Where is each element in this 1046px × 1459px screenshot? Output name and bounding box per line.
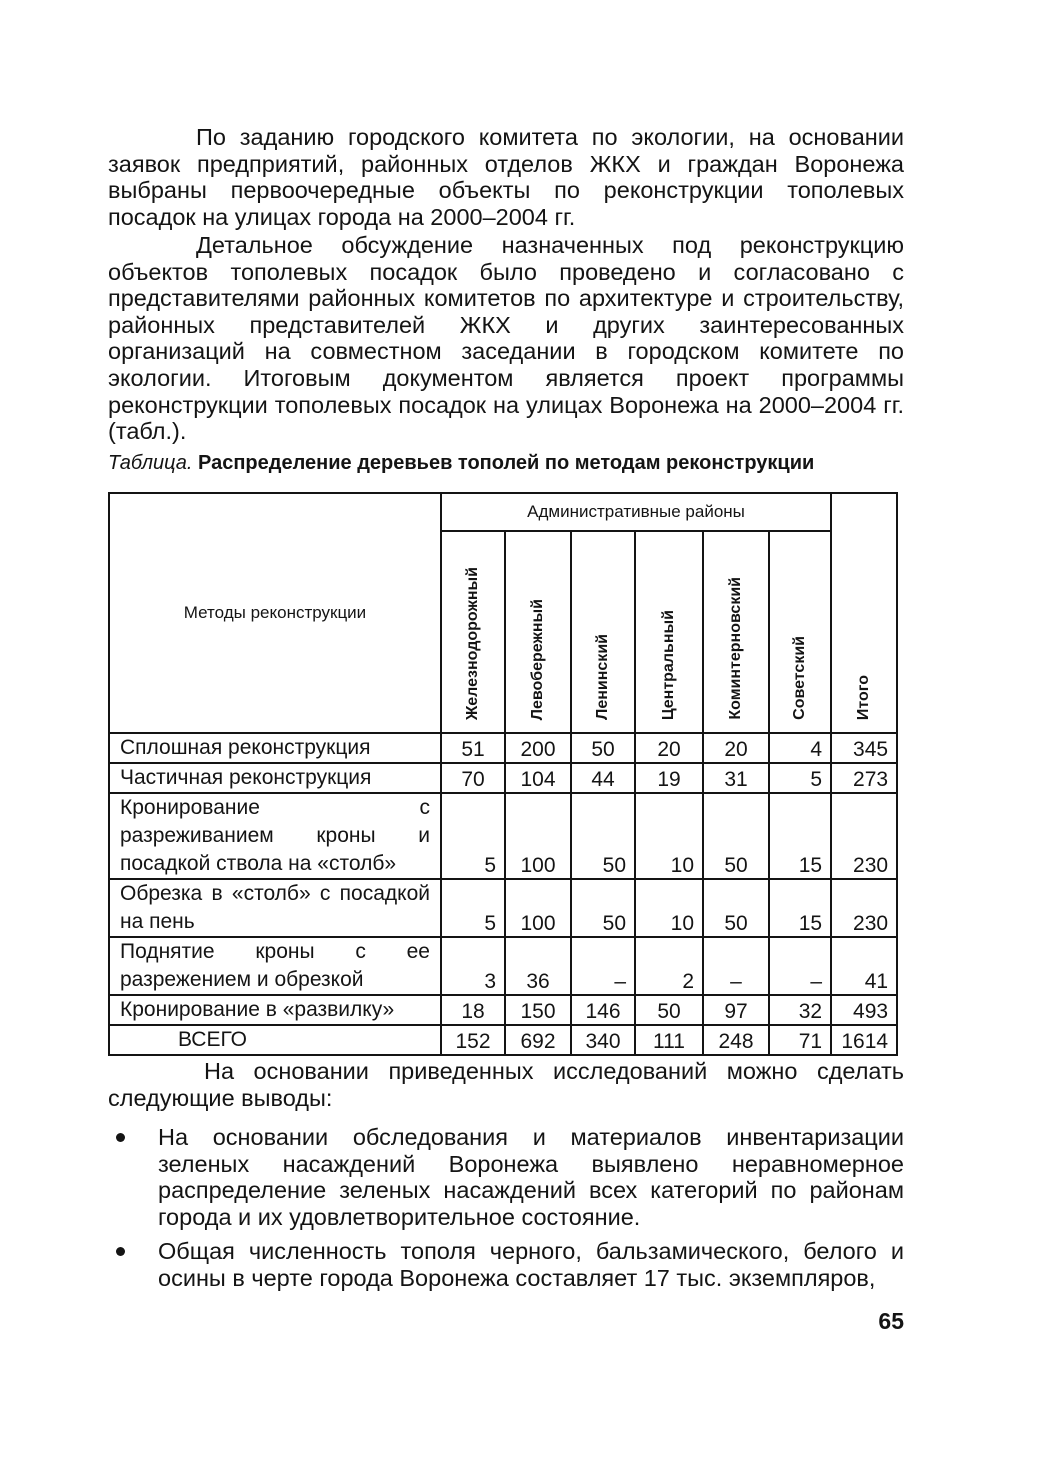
table-cell-total: 345 [831, 733, 897, 763]
table-cell: 71 [769, 1025, 831, 1055]
table-cell: 100 [505, 879, 571, 937]
table-row [109, 763, 897, 793]
table-cell: 20 [635, 733, 703, 763]
method-name: Сплошная реконструкция [109, 733, 441, 763]
table-cell: 248 [703, 1025, 769, 1055]
list-item-text: На основании обследования и материалов инвентаризации зеленых насаждений Воронежа выявлено неравномерное распределение зеленых насаждений всех категорий по районам города и их удовлетворительное состояние. [158, 1124, 904, 1230]
table-cell: 100 [505, 793, 571, 879]
admin-districts-header: Административные районы [441, 493, 831, 531]
table-cell: 692 [505, 1025, 571, 1055]
table-cell: 5 [769, 763, 831, 793]
total-label: ВСЕГО [109, 1025, 441, 1055]
list-item-text: Общая численность тополя черного, бальзамического, белого и осины в черте города Воронежа составляет 17 тыс. экземпляров, [158, 1238, 904, 1291]
table-cell: 50 [571, 793, 635, 879]
total-header [831, 493, 897, 733]
caption-lead: Таблица. [108, 452, 193, 474]
table-row-total [109, 1025, 897, 1055]
district-header [703, 531, 769, 733]
table-cell: 50 [703, 793, 769, 879]
district-label: Железнодорожный [464, 566, 481, 720]
table-cell: 15 [769, 879, 831, 937]
caption-title: Распределение деревьев тополей по методам реконструкции [198, 452, 815, 474]
table-cell: 97 [703, 995, 769, 1025]
table-cell: – [571, 937, 635, 995]
table-cell: 18 [441, 995, 505, 1025]
method-name: Обрезка в «столб» с посадкой на пень [109, 879, 441, 937]
table-cell: 3 [441, 937, 505, 995]
table-cell: 150 [505, 995, 571, 1025]
table-caption [108, 452, 904, 475]
table-row [109, 879, 897, 937]
district-label: Коминтерновский [727, 577, 744, 720]
table-cell: 50 [571, 879, 635, 937]
table-cell: 146 [571, 995, 635, 1025]
table-row [109, 793, 897, 879]
method-name: Кронирование в «развилку» [109, 995, 441, 1025]
table-cell: 104 [505, 763, 571, 793]
table-cell: – [703, 937, 769, 995]
table-cell: 10 [635, 793, 703, 879]
table-cell: 32 [769, 995, 831, 1025]
table-cell: 4 [769, 733, 831, 763]
table-cell: 70 [441, 763, 505, 793]
table-cell: 152 [441, 1025, 505, 1055]
method-name: Кронирование с разреживанием кроны и посадкой ствола на «столб» [109, 793, 441, 879]
method-name: Частичная реконструкция [109, 763, 441, 793]
page-number: 65 [878, 1308, 904, 1334]
table-cell-total: 493 [831, 995, 897, 1025]
district-header [505, 531, 571, 733]
table-cell-total: 230 [831, 793, 897, 879]
table-row [109, 937, 897, 995]
table-cell: 36 [505, 937, 571, 995]
table-cell-grand-total: 1614 [831, 1025, 897, 1055]
conclusions-intro: На основании приведенных исследований можно сделать следующие выводы: [108, 1058, 904, 1111]
table-cell: 10 [635, 879, 703, 937]
list-item [108, 1238, 904, 1291]
methods-header: Методы реконструкции [109, 493, 441, 733]
method-name: Поднятие кроны с ее разрежением и обрезкой [109, 937, 441, 995]
district-label: Левобережный [529, 598, 546, 720]
district-header [769, 531, 831, 733]
district-label: Советский [791, 636, 809, 720]
table-cell: 31 [703, 763, 769, 793]
conclusions-list [108, 1124, 904, 1300]
table-cell: 5 [441, 793, 505, 879]
table-cell: 200 [505, 733, 571, 763]
table-cell-total: 41 [831, 937, 897, 995]
bullet-icon [116, 1247, 125, 1256]
district-label: Ленинский [594, 634, 611, 720]
table-cell: 15 [769, 793, 831, 879]
reconstruction-table [108, 492, 898, 1056]
intro-paragraph: По заданию городского комитета по экологии, на основании заявок предприятий, районных отделов ЖКХ и граждан Воронежа выбраны первоочередные объекты по реконструкции тополевых посадок на улицах города на 2000–2004 гг. [108, 124, 904, 230]
district-header [571, 531, 635, 733]
table-cell: 50 [571, 733, 635, 763]
table-cell: 5 [441, 879, 505, 937]
district-header [635, 531, 703, 733]
bullet-icon [116, 1133, 125, 1142]
table-cell: 111 [635, 1025, 703, 1055]
table-cell: 44 [571, 763, 635, 793]
table-cell-total: 230 [831, 879, 897, 937]
table-cell-total: 273 [831, 763, 897, 793]
table-cell: 51 [441, 733, 505, 763]
total-header-label: Итого [855, 674, 873, 720]
district-label: Центральный [660, 609, 677, 720]
table-cell: 340 [571, 1025, 635, 1055]
table-row [109, 995, 897, 1025]
table-cell: 2 [635, 937, 703, 995]
district-header [441, 531, 505, 733]
table-cell: 20 [703, 733, 769, 763]
table-cell: – [769, 937, 831, 995]
discussion-paragraph: Детальное обсуждение назначенных под реконструкцию объектов тополевых посадок было проведено и согласовано с представителями районных комитетов по архитектуре и строительству, районных представителей ЖКХ и других заинтересованных организаций на совместном заседании в городском комитете по экологии. Итоговым документом является проект программы реконструкции тополевых посадок на улицах Воронежа на 2000–2004 гг. (табл.). [108, 232, 904, 445]
table-cell: 50 [703, 879, 769, 937]
table-row [109, 733, 897, 763]
table-cell: 50 [635, 995, 703, 1025]
list-item [108, 1124, 904, 1230]
table-cell: 19 [635, 763, 703, 793]
